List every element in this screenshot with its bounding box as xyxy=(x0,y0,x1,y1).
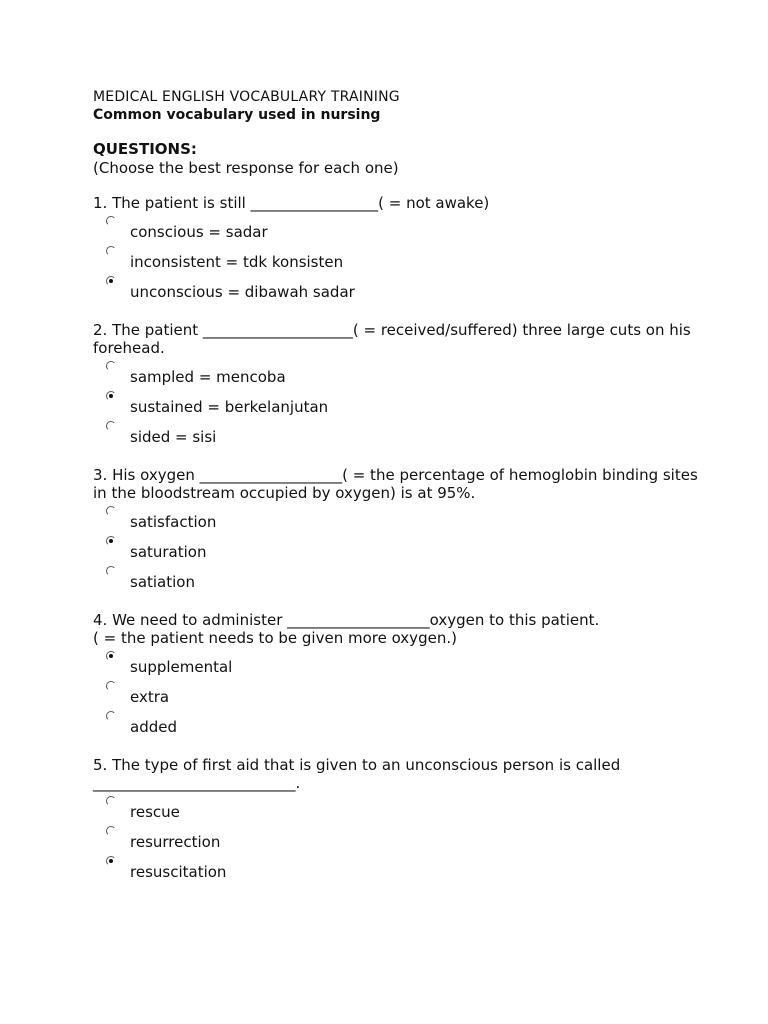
question-3 xyxy=(93,466,703,594)
radio-unselected-icon[interactable] xyxy=(106,246,116,256)
radio-unselected-icon[interactable] xyxy=(106,711,116,721)
answer-option[interactable] xyxy=(93,214,703,244)
radio-selected-icon[interactable] xyxy=(106,856,116,866)
radio-selected-icon[interactable] xyxy=(106,276,116,286)
option-label: resurrection xyxy=(130,833,221,851)
document-title: MEDICAL ENGLISH VOCABULARY TRAINING xyxy=(93,89,400,105)
question-text: 1. The patient is still _________________( = not awake) xyxy=(93,194,490,212)
option-label: unconscious = dibawah sadar xyxy=(130,283,355,301)
radio-dot-icon xyxy=(109,539,113,543)
answer-option[interactable] xyxy=(93,649,703,679)
answer-option[interactable] xyxy=(93,504,703,534)
option-label: satiation xyxy=(130,573,195,591)
answer-options xyxy=(93,794,703,884)
option-label: sampled = mencoba xyxy=(130,368,286,386)
questions-list xyxy=(93,194,703,884)
radio-unselected-icon[interactable] xyxy=(106,506,116,516)
radio-unselected-icon[interactable] xyxy=(106,216,116,226)
question-text: 4. We need to administer ___________________oxygen to this patient. ( = the patient needs to be given more oxygen.) xyxy=(93,611,600,647)
radio-unselected-icon[interactable] xyxy=(106,421,116,431)
answer-option[interactable] xyxy=(93,679,703,709)
option-label: extra xyxy=(130,688,170,706)
question-text: 3. His oxygen ___________________( = the percentage of hemoglobin binding sites in the bloodstream occupied by oxygen) is at 95%. xyxy=(93,466,703,502)
answer-option[interactable] xyxy=(93,534,703,564)
answer-option[interactable] xyxy=(93,419,703,449)
answer-option[interactable] xyxy=(93,359,703,389)
instruction-text: (Choose the best response for each one) xyxy=(93,159,399,177)
answer-option[interactable] xyxy=(93,389,703,419)
radio-unselected-icon[interactable] xyxy=(106,361,116,371)
option-label: rescue xyxy=(130,803,180,821)
question-text: 2. The patient ____________________( = received/suffered) three large cuts on his forehead. xyxy=(93,321,696,357)
question-4 xyxy=(93,611,703,739)
radio-selected-icon[interactable] xyxy=(106,391,116,401)
answer-option[interactable] xyxy=(93,794,703,824)
document-subtitle: Common vocabulary used in nursing xyxy=(93,107,381,123)
question-2 xyxy=(93,321,703,449)
answer-options xyxy=(93,504,703,594)
radio-selected-icon[interactable] xyxy=(106,651,116,661)
option-label: inconsistent = tdk konsisten xyxy=(130,253,344,271)
question-1 xyxy=(93,194,703,304)
answer-option[interactable] xyxy=(93,709,703,739)
option-label: sustained = berkelanjutan xyxy=(130,398,329,416)
answer-option[interactable] xyxy=(93,274,703,304)
option-label: conscious = sadar xyxy=(130,223,268,241)
option-label: added xyxy=(130,718,177,736)
option-label: satisfaction xyxy=(130,513,217,531)
answer-option[interactable] xyxy=(93,854,703,884)
option-label: saturation xyxy=(130,543,207,561)
option-label: supplemental xyxy=(130,658,233,676)
answer-option[interactable] xyxy=(93,824,703,854)
radio-dot-icon xyxy=(109,279,113,283)
questions-heading: QUESTIONS: xyxy=(93,140,197,158)
radio-dot-icon xyxy=(109,654,113,658)
radio-unselected-icon[interactable] xyxy=(106,681,116,691)
document-body xyxy=(93,88,703,884)
radio-unselected-icon[interactable] xyxy=(106,796,116,806)
answer-options xyxy=(93,214,703,304)
radio-dot-icon xyxy=(109,394,113,398)
answer-option[interactable] xyxy=(93,244,703,274)
answer-option[interactable] xyxy=(93,564,703,594)
radio-dot-icon xyxy=(109,859,113,863)
answer-options xyxy=(93,359,703,449)
option-label: resuscitation xyxy=(130,863,227,881)
radio-unselected-icon[interactable] xyxy=(106,566,116,576)
option-label: sided = sisi xyxy=(130,428,217,446)
radio-unselected-icon[interactable] xyxy=(106,826,116,836)
question-text: 5. The type of first aid that is given to an unconscious person is called ___________________________. xyxy=(93,756,621,792)
radio-selected-icon[interactable] xyxy=(106,536,116,546)
question-5 xyxy=(93,756,703,884)
answer-options xyxy=(93,649,703,739)
